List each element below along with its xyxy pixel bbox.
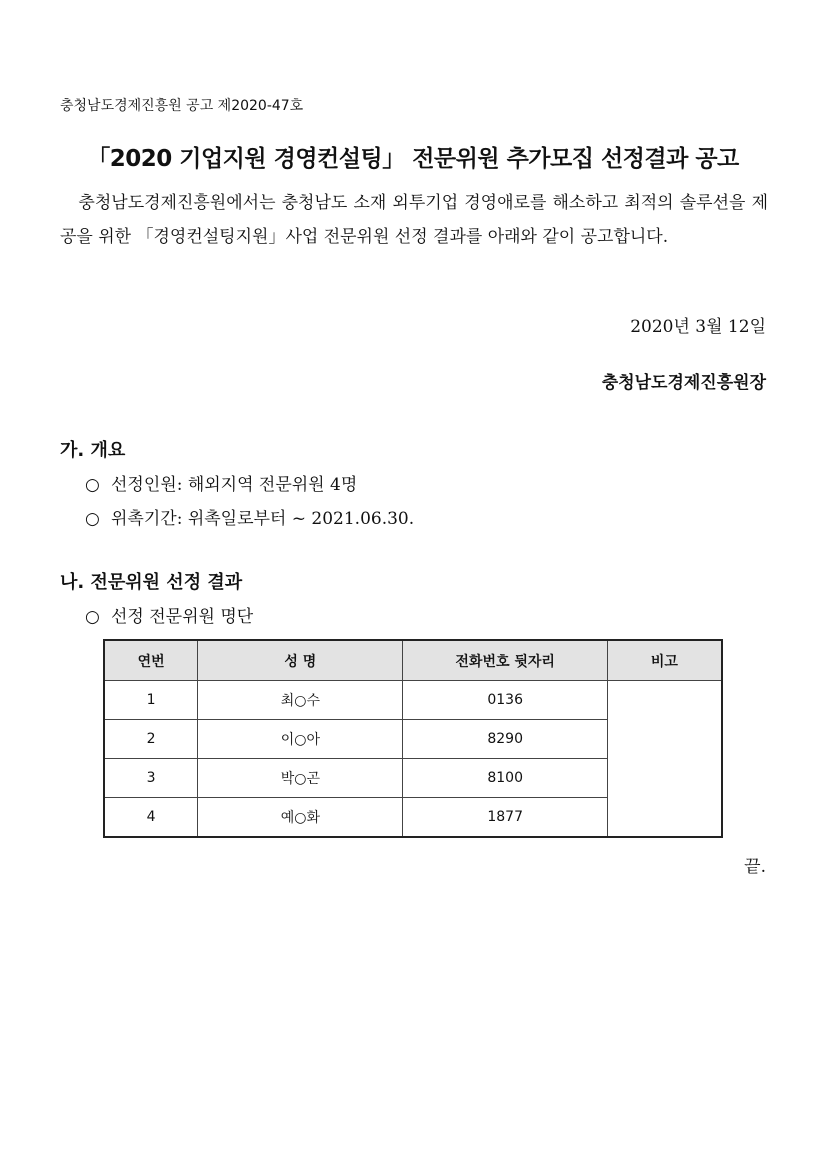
cell-number: 1: [104, 681, 198, 720]
bullet-circle-icon: ○: [85, 475, 100, 495]
cell-remark: [607, 681, 722, 838]
table-row: [104, 681, 722, 720]
selection-result-table: [103, 639, 723, 838]
results-subheading-text: 선정 전문위원 명단: [111, 607, 254, 627]
cell-name: 박○곤: [198, 759, 403, 798]
announcement-date: 2020년 3월 12일: [630, 317, 766, 337]
bullet-circle-icon: ○: [85, 607, 100, 627]
cell-phone: 0136: [403, 681, 607, 720]
header-name: 성 명: [198, 640, 403, 681]
overview-item: [85, 470, 357, 495]
results-subheading: [85, 602, 253, 627]
header-remark: 비고: [607, 640, 722, 681]
table-header-row: [104, 640, 722, 681]
cell-phone: 1877: [403, 798, 607, 838]
end-mark: 끝.: [744, 857, 766, 877]
cell-phone: 8100: [403, 759, 607, 798]
bullet-circle-icon: ○: [85, 509, 100, 529]
header-phone: 전화번호 뒷자리: [403, 640, 607, 681]
header-number: 연번: [104, 640, 198, 681]
notice-number: 충청남도경제진흥원 공고 제2020-47호: [60, 98, 304, 114]
issuer-name: 충청남도경제진흥원장: [601, 373, 766, 393]
cell-number: 2: [104, 720, 198, 759]
overview-item-text: 선정인원: 해외지역 전문위원 4명: [111, 475, 358, 495]
body-text: 충청남도경제진흥원에서는 충청남도 소재 외투기업 경영애로를 해소하고 최적의 솔루션을 제공을 위한 「경영컨설팅지원」사업 전문위원 선정 결과를 아래와 같이 공고합니다.: [60, 193, 768, 247]
cell-name: 예○화: [198, 798, 403, 838]
section-results-heading: 나. 전문위원 선정 결과: [60, 572, 243, 593]
cell-number: 4: [104, 798, 198, 838]
cell-number: 3: [104, 759, 198, 798]
cell-name: 최○수: [198, 681, 403, 720]
overview-item: [85, 504, 414, 529]
cell-phone: 8290: [403, 720, 607, 759]
overview-item-text: 위촉기간: 위촉일로부터 ~ 2021.06.30.: [111, 509, 415, 529]
section-overview-heading: 가. 개요: [60, 440, 126, 461]
body-paragraph: [60, 186, 768, 254]
cell-name: 이○아: [198, 720, 403, 759]
page-title: 「2020 기업지원 경영컨설팅」 전문위원 추가모집 선정결과 공고: [87, 146, 739, 172]
